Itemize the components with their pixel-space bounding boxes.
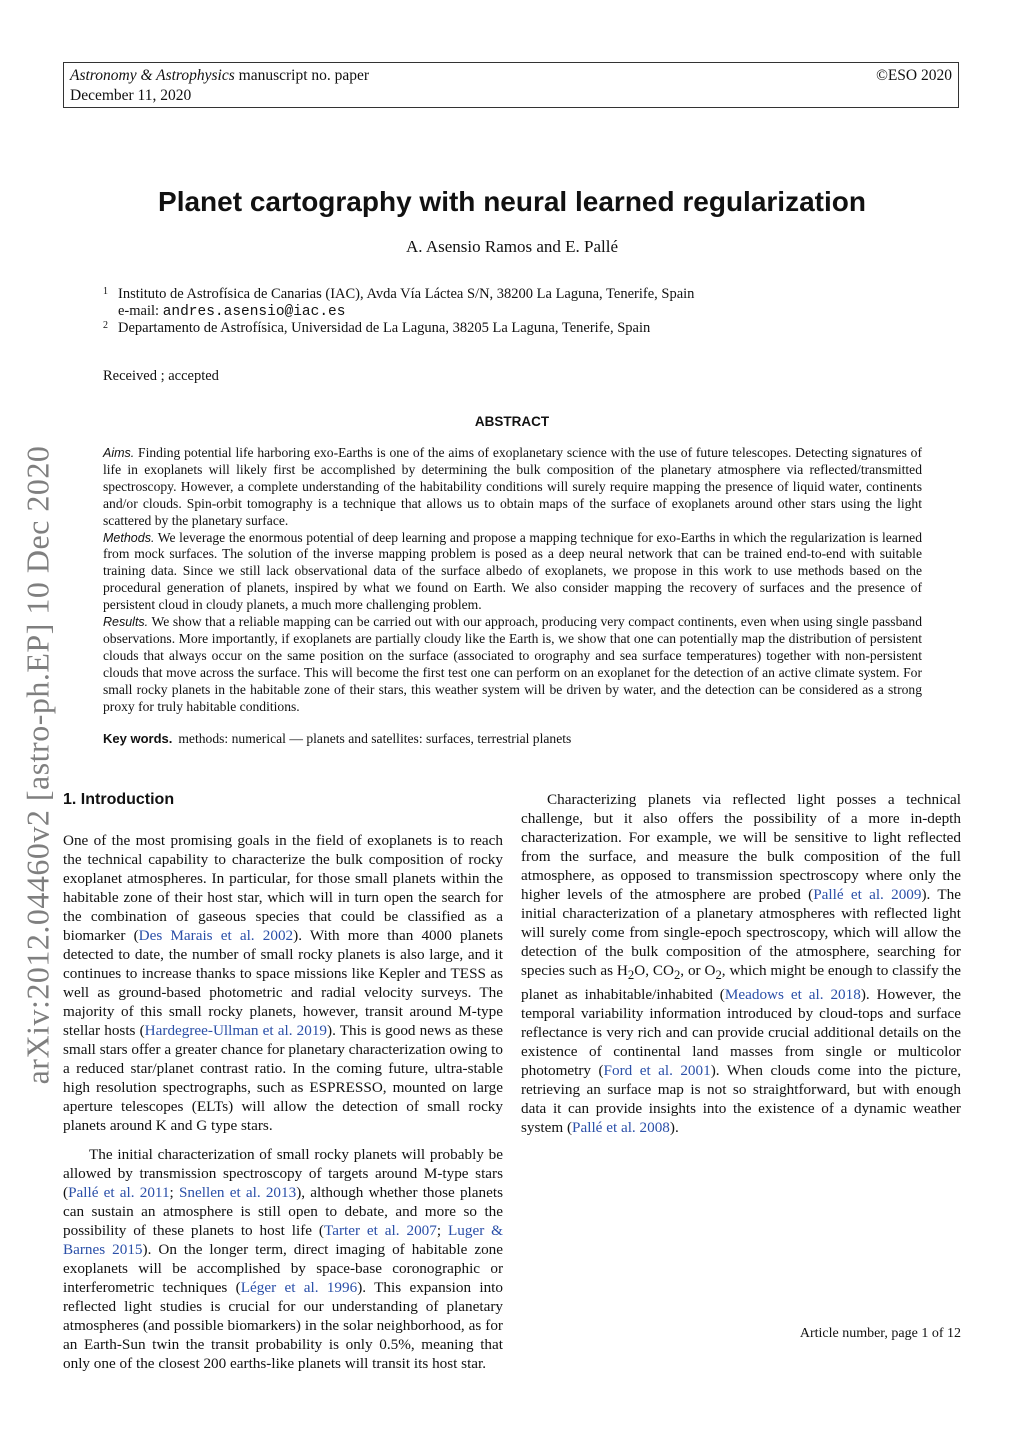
journal-header-box: [63, 62, 959, 108]
text-run: ), although whether those planets can sustain an atmosphere is still open to debate, and more so the possibility of these planets to host life (: [63, 1184, 503, 1239]
subscript: 2: [673, 968, 681, 983]
text-run: ).: [669, 1119, 679, 1137]
text-run: ;: [436, 1222, 448, 1239]
results-text: We show that a reliable mapping can be carried out with our approach, producing very compact continents, even when using single passband observations. More importantly, if exoplanets are partially cloudy like the Earth is, we show that one can potentially map the distribution of persistent clouds that always occur on the same position on the surface (associated to orography and sea surface temperatures) together with non-persistent clouds that move across the surface. This will become the first test one can perform on an exoplanet for the detection of an active climate system. For small rocky planets in the habitable zone of their stars, this weather system will be driven by water, and the detection can be considered as a strong proxy for truly habitable conditions.: [103, 614, 923, 714]
citation-link[interactable]: Ford et al. 2001: [603, 1062, 711, 1080]
text-run: The initial characterization of small rocky planets will probably be allowed by transmission spectroscopy of targets around M-type stars (: [63, 1146, 503, 1201]
abstract-results: [103, 614, 922, 715]
results-label: Results.: [103, 615, 149, 630]
text-run: , which might be enough to classify the planet as inhabitable/inhabited (: [521, 962, 961, 1004]
keywords-label: Key words.: [103, 731, 173, 746]
journal-name: Astronomy & Astrophysics: [70, 67, 235, 84]
text-run: ). This is good news as these small stars offer a greater chance for planetary characterization owing to a reduced star/planet contrast ratio. In the coming future, ultra-stable high resolution spectrographs, such as ESPRESSO, mounted on large aperture telescopes (ELTs) will allow the detection of small rocky planets around K and G type stars.: [63, 1022, 503, 1134]
email-line: [103, 303, 694, 321]
methods-label: Methods.: [103, 530, 155, 545]
text-run: ). This expansion into reflected light studies is crucial for our understanding of planetary atmospheres (and possible biomarkers) in the solar neighborhood, as for an Earth-Sun twin the transit probability is only 0.5%, meaning that only one of the closest 200 earths-like planets will transit its host star.: [63, 1279, 503, 1372]
journal-line: [70, 66, 952, 86]
citation-link[interactable]: Snellen et al. 2013: [178, 1184, 297, 1201]
manuscript-label: manuscript no. paper: [238, 67, 370, 84]
aims-label: Aims.: [103, 446, 135, 460]
affiliation-1: [103, 286, 694, 321]
email-label: e-mail:: [118, 303, 160, 319]
abstract-methods: [103, 530, 922, 615]
text-run: ). With more than 4000 planets detected to date, the number of small rocky planets is also large, and it continues to increase thanks to space missions like Kepler and TESS as well as ground-based photometric and radial velocity surveys. The majority of this small rocky planets, however, transit around M-type stellar hosts (: [63, 927, 504, 1039]
received-accepted: Received ; accepted: [103, 368, 219, 384]
text-run: ;: [169, 1184, 179, 1201]
subscript: 2: [627, 968, 635, 983]
copyright: ©ESO 2020: [876, 67, 952, 84]
abstract-aims: [103, 445, 922, 530]
column-right: [521, 790, 961, 1137]
paragraph-3: [521, 790, 961, 1137]
affiliation-text: Instituto de Astrofísica de Canarias (IAC), Avda Vía Láctea S/N, 38200 La Laguna, Tenerife, Spain: [118, 286, 695, 302]
methods-text: We leverage the enormous potential of deep learning and propose a mapping technique for exo-Earths in which the regularization is learned from mock surfaces. The solution of the inverse mapping problem is posed as a deep neural network that can be trained end-to-end with suitable training data. Since we still lack observational data of the surface albedo of exoplanets, we propose in this work to use methods based on the procedural generation of planets, inspired by what we found on Earth. We also consider mapping the recovery of surfaces and the presence of persistent cloud in cloudy planets, a much more challenging problem.: [103, 529, 922, 613]
authors: A. Asensio Ramos and E. Pallé: [405, 237, 618, 256]
abstract-body: [103, 445, 922, 716]
text-run: ). When clouds come into the picture, retrieving an surface map is not so straightforward, but with enough data it can provide insights into the existence of a dynamic weather system (: [521, 1062, 962, 1137]
abstract-heading: ABSTRACT: [474, 414, 550, 429]
citation-link[interactable]: Pallé et al. 2009: [813, 886, 922, 903]
text-run: ). On the longer term, direct imaging of habitable zone exoplanets will be accomplished by space-base coronographic or interferometric techniques (: [63, 1241, 503, 1296]
citation-link[interactable]: Léger et al. 1996: [240, 1279, 358, 1296]
subscript: 2: [715, 968, 722, 983]
arxiv-stamp: arXiv:2012.04460v2 [astro-ph.EP] 10 Dec 2020: [19, 445, 56, 1085]
affiliation-number: 2: [103, 320, 108, 331]
citation-link[interactable]: Meadows et al. 2018: [724, 986, 861, 1004]
paper-title: Planet cartography with neural learned regularization: [158, 186, 866, 217]
text-run: Characterizing planets via reflected light posses a technical challenge, but it also offers the possibility of a more in-depth characterization. For example, we will be sensitive to light reflected from the surface, and measure the bulk composition of the full atmosphere, as opposed to transmission spectroscopy where only the higher levels of the atmosphere are probed (: [521, 791, 961, 903]
affiliation-number: 1: [103, 286, 108, 297]
column-left: [63, 790, 503, 1373]
citation-link[interactable]: Luger & Barnes 2015: [63, 1222, 503, 1258]
keywords: [103, 731, 571, 747]
text-run: ). However, the temporal variability information introduced by cloud-tops and surface reflectance is very rich and can provide crucial additional details on the existence of continental land masses from single or multicolor photometry (: [521, 986, 961, 1080]
affiliation-text: Departamento de Astrofísica, Universidad de La Laguna, 38205 La Laguna, Tenerife, Spain: [118, 320, 651, 336]
affiliation-2: [103, 320, 650, 337]
section-heading: 1. Introduction: [63, 791, 175, 808]
text-run: , or O: [680, 962, 716, 979]
text-run: ). The initial characterization of a planetary atmospheres with reflected light will surely come from single-epoch spectroscopy, which will allow the detection of the bulk composition of the atmosphere, searching for species such as H: [521, 886, 961, 979]
citation-link[interactable]: Tarter et al. 2007: [323, 1222, 437, 1239]
citation-link[interactable]: Pallé et al. 2008: [572, 1119, 670, 1137]
text-run: O, CO: [634, 962, 674, 979]
paragraph-2: [63, 1145, 503, 1373]
email-link[interactable]: andres.asensio@iac.es: [162, 304, 346, 320]
keywords-text: methods: numerical — planets and satellites: surfaces, terrestrial planets: [178, 731, 572, 746]
citation-link[interactable]: Des Marais et al. 2002: [138, 927, 294, 944]
page-footer: Article number, page 1 of 12: [799, 1326, 961, 1341]
paragraph-1: [63, 831, 503, 1135]
text-run: One of the most promising goals in the field of exoplanets is to reach the technical capability to characterize the bulk composition of rocky exoplanet atmospheres. In particular, for those small planets within the habitable zone of their host star, which will in turn open the search for the combination of gaseous species that could be classified as a biomarker (: [63, 832, 503, 944]
header-date: December 11, 2020: [70, 87, 192, 104]
aims-text: Finding potential life harboring exo-Earths is one of the aims of exoplanetary science with the use of future telescopes. Detecting signatures of life in exoplanets will likely first be accomplished by determining the bulk composition of the planetary atmosphere via reflected/transmitted spectroscopy. However, a complete understanding of the habitability conditions will surely require mapping the presence of liquid water, continents and/or clouds. Spin-orbit tomography is a technique that allows us to obtain maps of the surface of exoplanets around other stars using the light scattered by the planetary surface.: [103, 445, 922, 528]
paragraph-gap: [63, 1135, 503, 1145]
citation-link[interactable]: Pallé et al. 2011: [68, 1184, 170, 1201]
citation-link[interactable]: Hardegree-Ullman et al. 2019: [144, 1022, 328, 1039]
